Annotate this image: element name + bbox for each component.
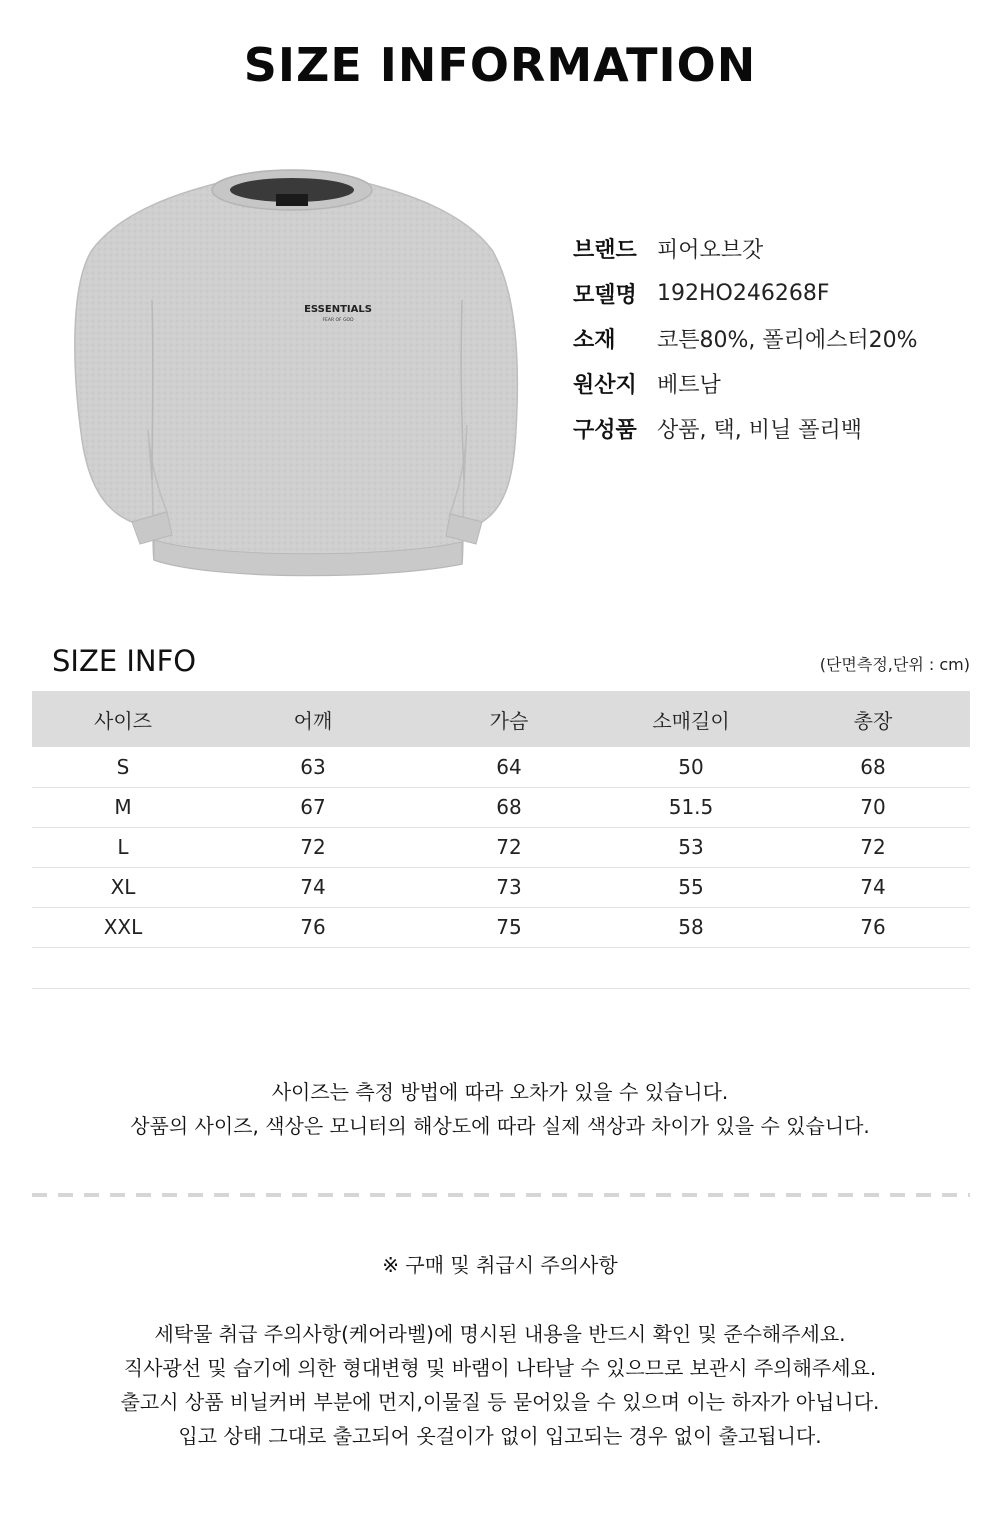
dashed-divider bbox=[32, 1193, 970, 1197]
table-cell: 55 bbox=[606, 867, 776, 907]
table-row bbox=[32, 787, 970, 827]
caution-body bbox=[0, 1317, 1000, 1453]
caution-title: ※ 구매 및 취급시 주의사항 bbox=[382, 1253, 618, 1277]
table-cell: 72 bbox=[214, 827, 412, 867]
spec-label: 브랜드 bbox=[573, 238, 637, 263]
caution-line: 직사광선 및 습기에 의한 형대변형 및 바램이 나타날 수 있으므로 보관시 주의해주세요. bbox=[123, 1356, 877, 1380]
table-cell: 74 bbox=[776, 867, 970, 907]
table-cell: L bbox=[32, 827, 214, 867]
column-header: 어깨 bbox=[214, 691, 412, 747]
table-row bbox=[32, 867, 970, 907]
caution-line: 세탁물 취급 주의사항(케어라벨)에 명시된 내용을 반드시 확인 및 준수해주세요. bbox=[154, 1322, 846, 1346]
table-cell: 63 bbox=[214, 747, 412, 787]
table-cell: 53 bbox=[606, 827, 776, 867]
table-cell: 74 bbox=[214, 867, 412, 907]
spec-row-components bbox=[573, 406, 973, 451]
table-cell: M bbox=[32, 787, 214, 827]
notice-line: 사이즈는 측정 방법에 따라 오차가 있을 수 있습니다. bbox=[271, 1080, 729, 1104]
spec-label: 소재 bbox=[573, 328, 616, 353]
table-cell: 70 bbox=[776, 787, 970, 827]
table-cell: 73 bbox=[412, 867, 606, 907]
size-info-title: SIZE INFO bbox=[52, 644, 197, 678]
table-cell: 72 bbox=[776, 827, 970, 867]
spec-label: 구성품 bbox=[573, 418, 637, 443]
column-header: 소매길이 bbox=[606, 691, 776, 747]
spec-label: 원산지 bbox=[573, 373, 637, 398]
neck-label bbox=[276, 194, 308, 206]
unit-note: (단면측정,단위 : cm) bbox=[819, 655, 970, 674]
spec-value: 코튼80%, 폴리에스터20% bbox=[657, 328, 918, 353]
product-specs bbox=[573, 226, 973, 451]
spec-row-origin bbox=[573, 361, 973, 406]
spec-value: 상품, 택, 비닐 폴리백 bbox=[657, 418, 862, 443]
table-row bbox=[32, 827, 970, 867]
spec-row-model bbox=[573, 271, 973, 316]
table-cell: 68 bbox=[776, 747, 970, 787]
table-cell: XL bbox=[32, 867, 214, 907]
table-cell: 51.5 bbox=[606, 787, 776, 827]
table-cell: 67 bbox=[214, 787, 412, 827]
product-image bbox=[62, 140, 522, 590]
column-header: 가슴 bbox=[412, 691, 606, 747]
table-cell: 68 bbox=[412, 787, 606, 827]
spec-label: 모델명 bbox=[573, 283, 637, 308]
spec-row-material bbox=[573, 316, 973, 361]
column-header: 사이즈 bbox=[32, 691, 214, 747]
table-header-row bbox=[32, 691, 970, 747]
table-cell: S bbox=[32, 747, 214, 787]
print-sub: FEAR OF GOD bbox=[322, 318, 354, 323]
column-header: 총장 bbox=[776, 691, 970, 747]
spec-value: 192HO246268F bbox=[657, 281, 830, 306]
table-cell: 58 bbox=[606, 907, 776, 947]
spec-row-brand bbox=[573, 226, 973, 271]
print-brand: ESSENTIALS bbox=[304, 304, 372, 315]
table-cell: 72 bbox=[412, 827, 606, 867]
table-row bbox=[32, 747, 970, 787]
page-title: SIZE INFORMATION bbox=[243, 38, 757, 92]
size-table bbox=[32, 691, 970, 989]
spec-value: 베트남 bbox=[657, 373, 721, 398]
caution-line: 입고 상태 그대로 출고되어 옷걸이가 없이 입고되는 경우 없이 출고됩니다. bbox=[178, 1424, 822, 1448]
notice-line: 상품의 사이즈, 색상은 모니터의 해상도에 따라 실제 색상과 차이가 있을 수 있습니다. bbox=[130, 1114, 870, 1138]
table-cell: XXL bbox=[32, 907, 214, 947]
spec-value: 피어오브갓 bbox=[657, 238, 764, 263]
size-notice bbox=[0, 1075, 1000, 1143]
table-cell: 75 bbox=[412, 907, 606, 947]
table-cell: 76 bbox=[214, 907, 412, 947]
caution-line: 출고시 상품 비닐커버 부분에 먼지,이물질 등 묻어있을 수 있으며 이는 하자가 아닙니다. bbox=[120, 1390, 880, 1414]
table-row bbox=[32, 907, 970, 947]
table-cell: 50 bbox=[606, 747, 776, 787]
table-cell: 76 bbox=[776, 907, 970, 947]
table-row-empty bbox=[32, 947, 970, 988]
table-cell: 64 bbox=[412, 747, 606, 787]
